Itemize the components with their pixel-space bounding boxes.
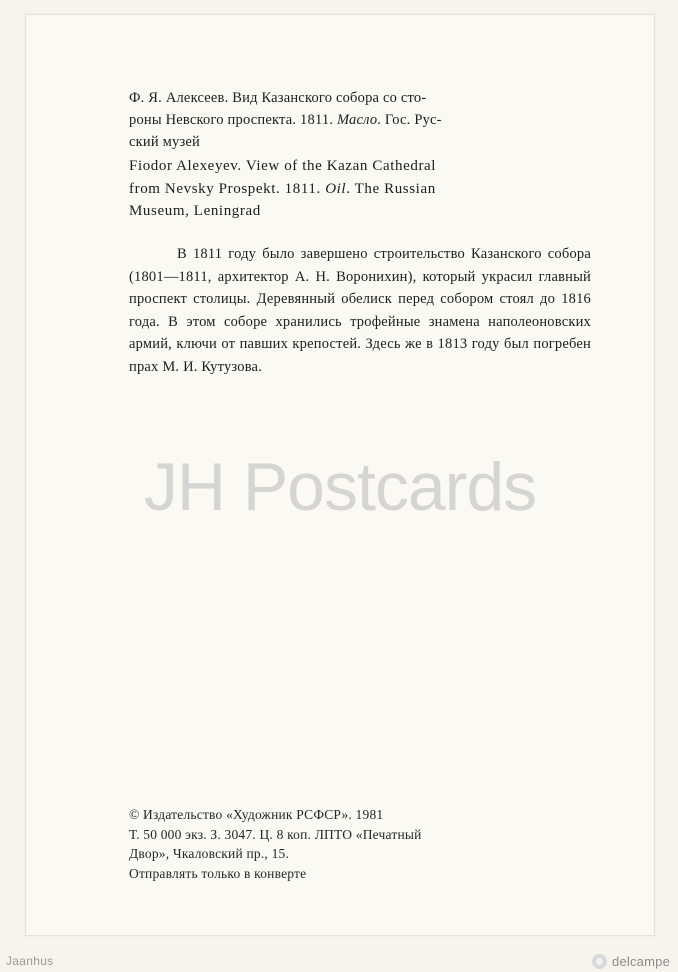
russian-caption-line-2-post: . Гос. Рус-	[377, 112, 442, 128]
russian-caption-medium: Масло	[336, 112, 378, 128]
marketplace-label: delcampe	[612, 954, 670, 969]
imprint-line-4: Отправлять только в конверте	[129, 865, 307, 881]
description-paragraph: В 1811 году было завершено строительство Казанского собора (1801—1811, архитектор А. Н. Воронихин), который украсил главный проспект столицы. Деревянный обелиск перед собором стоял до 1816 года. В этом соборе хранились трофейные знамена наполеоновских армий, ключи от павших крепостей. Здесь же в 1813 году был погребен прах М. И. Кутузова.	[129, 246, 591, 375]
postcard-back	[25, 14, 655, 936]
site-credit-label: Jaanhus	[6, 954, 54, 968]
marketplace-credit	[592, 954, 670, 969]
watermark-text: JH Postcards	[143, 449, 537, 525]
russian-caption	[129, 87, 591, 153]
english-caption	[129, 155, 591, 223]
english-caption-line-3: Museum, Leningrad	[129, 203, 261, 219]
russian-caption-line-1: Ф. Я. Алексеев. Вид Казанского собора со сто-	[129, 90, 427, 106]
english-caption-line-1: Fiodor Alexeyev. View of the Kazan Cathedral	[129, 158, 437, 174]
delcampe-logo-icon	[592, 954, 607, 969]
publisher-imprint	[129, 805, 591, 883]
russian-caption-line-3: ский музей	[129, 134, 200, 150]
imprint-line-2: Т. 50 000 экз. З. 3047. Ц. 8 коп. ЛПТО «Печатный	[129, 826, 422, 842]
imprint-line-3: Двор», Чкаловский пр., 15.	[129, 846, 290, 861]
english-caption-medium: Oil	[325, 180, 347, 197]
imprint-line-1: © Издательство «Художник РСФСР». 1981	[129, 807, 384, 822]
russian-caption-line-2-pre: роны Невского проспекта. 1811.	[129, 112, 337, 128]
english-caption-line-2-pre: from Nevsky Prospekt. 1811.	[129, 180, 326, 197]
english-caption-line-2-post: . The Russian	[346, 180, 436, 197]
